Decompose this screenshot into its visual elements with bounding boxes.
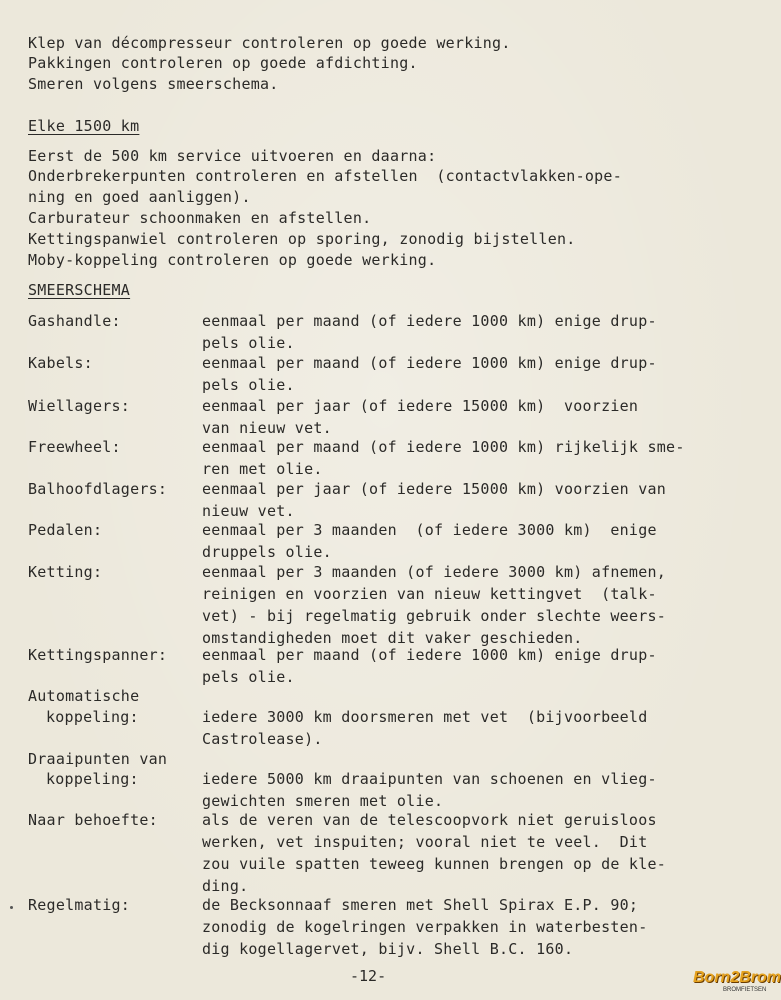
entry-description: [202, 395, 734, 439]
entry-description: [202, 310, 734, 354]
entry-desc-line: eenmaal per maand (of iedere 1000 km) enige drup-: [202, 312, 657, 330]
entry-description: [202, 352, 734, 396]
entry-desc-line: pels olie.: [202, 668, 295, 686]
entry-desc-line: pels olie.: [202, 376, 295, 394]
section-line: Onderbrekerpunten controleren en afstellen (contactvlakken-ope-: [28, 167, 622, 185]
entry-desc-line: als de veren van de telescoopvork niet geruisloos: [202, 811, 657, 829]
entry-label: Naar behoefte:: [28, 811, 158, 829]
entry-description: [202, 894, 734, 960]
entry-desc-line: de Becksonnaaf smeren met Shell Spirax E.P. 90;: [202, 896, 639, 914]
entry-desc-line: werken, vet inspuiten; vooral niet te veel. Dit: [202, 833, 648, 851]
entry-description: [202, 706, 734, 750]
entry-desc-line: reinigen en voorzien van nieuw kettingvet (talk-: [202, 585, 657, 603]
entry-desc-line: gewichten smeren met olie.: [202, 792, 444, 810]
entry-desc-line: van nieuw vet.: [202, 419, 332, 437]
entry-description: [202, 436, 734, 480]
section-line: ning en goed aanliggen).: [28, 188, 251, 206]
entry-desc-line: iedere 3000 km doorsmeren met vet (bijvoorbeeld: [202, 708, 648, 726]
entry-label: Kettingspanner:: [28, 646, 168, 664]
entry-desc-line: Castrolease).: [202, 730, 323, 748]
entry-label: Balhoofdlagers:: [28, 480, 168, 498]
section-heading-smeerschema: SMEERSCHEMA: [28, 281, 131, 299]
entry-desc-line: iedere 5000 km draaipunten van schoenen en vlieg-: [202, 770, 657, 788]
entry-desc-line: dig kogellagervet, bijv. Shell B.C. 160.: [202, 940, 574, 958]
intro-line: Pakkingen controleren op goede afdichting.: [28, 54, 418, 72]
section-line: Moby-koppeling controleren op goede werking.: [28, 251, 437, 269]
entry-label: Kabels:: [28, 354, 93, 372]
entry-label: Pedalen:: [28, 521, 103, 539]
section-line: Kettingspanwiel controleren op sporing, zonodig bijstellen.: [28, 230, 576, 248]
entry-desc-line: zonodig de kogelringen verpakken in waterbesten-: [202, 918, 648, 936]
born2brom-logo: [693, 966, 781, 1000]
entry-description: [202, 478, 734, 522]
entry-label: Ketting:: [28, 563, 103, 581]
entry-description: [202, 644, 734, 688]
entry-desc-line: pels olie.: [202, 334, 295, 352]
entry-desc-line: eenmaal per maand (of iedere 1000 km) rijkelijk sme-: [202, 438, 685, 456]
entry-desc-line: druppels olie.: [202, 543, 332, 561]
entry-description: [202, 561, 734, 649]
entry-label: Freewheel:: [28, 438, 121, 456]
entry-description: [202, 809, 734, 897]
entry-description: [202, 768, 734, 812]
entry-label: Automatische: [28, 687, 140, 705]
entry-desc-line: omstandigheden moet dit vaker geschieden.: [202, 629, 583, 647]
section-heading-1500: Elke 1500 km: [28, 117, 140, 135]
entry-desc-line: ren met olie.: [202, 460, 323, 478]
entry-desc-line: zou vuile spatten teweeg kunnen brengen op de kle-: [202, 855, 667, 873]
page-number: -12-: [350, 967, 387, 985]
entry-desc-line: eenmaal per maand (of iedere 1000 km) enige drup-: [202, 354, 657, 372]
entry-desc-line: eenmaal per 3 maanden (of iedere 3000 km) enige: [202, 521, 657, 539]
intro-line: Smeren volgens smeerschema.: [28, 75, 279, 93]
entry-desc-line: eenmaal per 3 maanden (of iedere 3000 km) afnemen,: [202, 563, 667, 581]
entry-label: koppeling:: [46, 770, 139, 788]
entry-desc-line: eenmaal per jaar (of iedere 15000 km) voorzien: [202, 397, 639, 415]
entry-desc-line: eenmaal per maand (of iedere 1000 km) enige drup-: [202, 646, 657, 664]
stray-dot: [10, 906, 13, 909]
section-line: Carburateur schoonmaken en afstellen.: [28, 209, 372, 227]
entry-description: [202, 519, 734, 563]
section-line: Eerst de 500 km service uitvoeren en daarna:: [28, 147, 437, 165]
entry-desc-line: eenmaal per jaar (of iedere 15000 km) voorzien van: [202, 480, 667, 498]
entry-desc-line: vet) - bij regelmatig gebruik onder slechte weers-: [202, 607, 667, 625]
intro-line: Klep van décompresseur controleren op goede werking.: [28, 34, 511, 52]
entry-desc-line: nieuw vet.: [202, 502, 295, 520]
logo-sub-text: BROMFIETSEN: [723, 987, 767, 993]
entry-label: koppeling:: [46, 708, 139, 726]
entry-label: Wiellagers:: [28, 397, 131, 415]
entry-label: Gashandle:: [28, 312, 121, 330]
entry-desc-line: ding.: [202, 877, 249, 895]
entry-label: Regelmatig:: [28, 896, 131, 914]
logo-brand-text: Born2Brom: [693, 969, 781, 986]
entry-label: Draaipunten van: [28, 750, 168, 768]
